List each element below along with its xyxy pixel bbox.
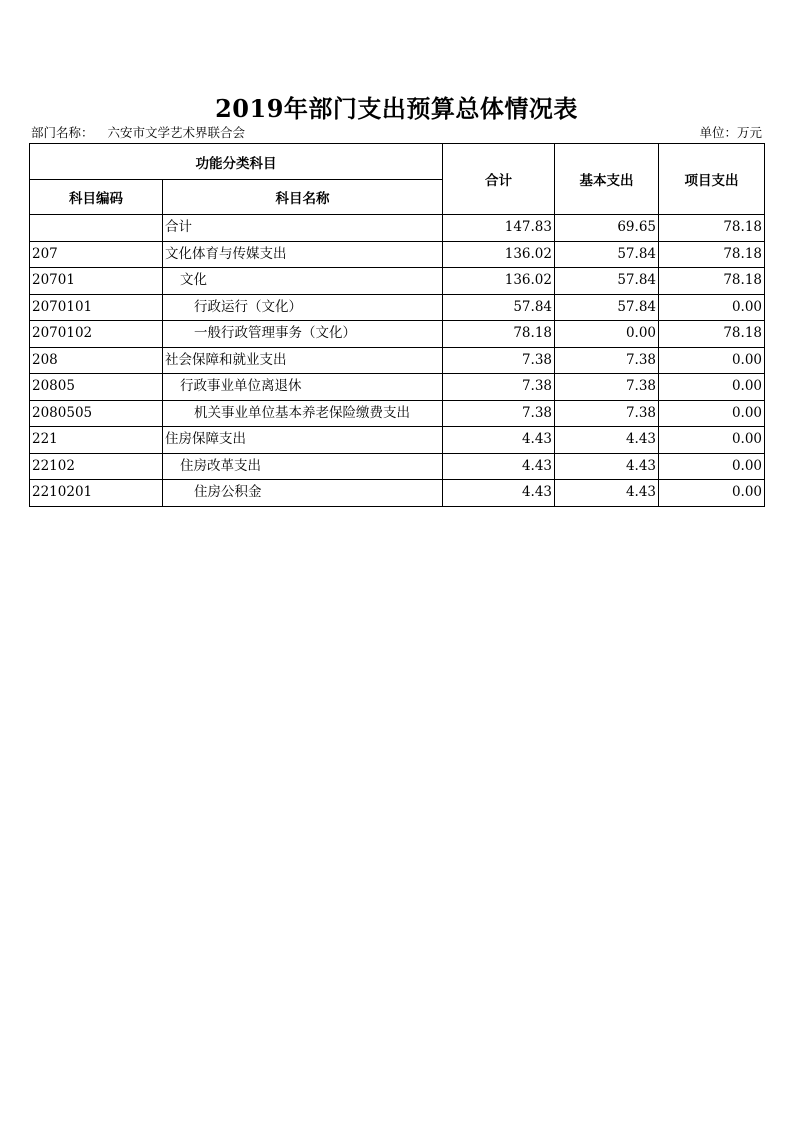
table-row <box>30 215 765 242</box>
subject-code-cell: 208 <box>30 347 163 374</box>
department-line <box>31 125 245 141</box>
basic-expenditure-cell: 69.65 <box>555 215 659 242</box>
unit-label: 单位：万元 <box>699 125 762 140</box>
subject-code-cell <box>30 215 163 242</box>
table-row <box>30 480 765 507</box>
subject-name-cell: 住房改革支出 <box>163 453 443 480</box>
table-row <box>30 453 765 480</box>
table-body <box>30 215 765 507</box>
project-expenditure-cell: 0.00 <box>659 294 765 321</box>
table-row <box>30 241 765 268</box>
subject-code-cell: 221 <box>30 427 163 454</box>
total-cell: 57.84 <box>443 294 555 321</box>
project-expenditure-cell: 0.00 <box>659 374 765 401</box>
header-subject-name: 科目名称 <box>163 180 443 215</box>
subject-name-cell: 一般行政管理事务（文化） <box>163 321 443 348</box>
header-project-expenditure: 项目支出 <box>659 144 765 215</box>
subject-code-cell: 20805 <box>30 374 163 401</box>
total-cell: 136.02 <box>443 241 555 268</box>
total-cell: 7.38 <box>443 400 555 427</box>
total-cell: 4.43 <box>443 427 555 454</box>
basic-expenditure-cell: 4.43 <box>555 427 659 454</box>
subject-code-cell: 2080505 <box>30 400 163 427</box>
total-cell: 7.38 <box>443 347 555 374</box>
basic-expenditure-cell: 7.38 <box>555 347 659 374</box>
subject-code-cell: 2070102 <box>30 321 163 348</box>
subject-code-cell: 207 <box>30 241 163 268</box>
table-row <box>30 321 765 348</box>
project-expenditure-cell: 0.00 <box>659 400 765 427</box>
subject-name-cell: 文化 <box>163 268 443 295</box>
budget-table <box>29 143 765 507</box>
total-cell: 78.18 <box>443 321 555 348</box>
department-label: 部门名称： <box>31 125 94 140</box>
subject-code-cell: 20701 <box>30 268 163 295</box>
table-row <box>30 400 765 427</box>
table-row <box>30 268 765 295</box>
total-cell: 7.38 <box>443 374 555 401</box>
subject-code-cell: 2070101 <box>30 294 163 321</box>
header-subject-code: 科目编码 <box>30 180 163 215</box>
subject-name-cell: 合计 <box>163 215 443 242</box>
subject-name-cell: 行政运行（文化） <box>163 294 443 321</box>
basic-expenditure-cell: 0.00 <box>555 321 659 348</box>
subject-name-cell: 住房公积金 <box>163 480 443 507</box>
project-expenditure-cell: 0.00 <box>659 427 765 454</box>
header-function-category: 功能分类科目 <box>30 144 443 180</box>
basic-expenditure-cell: 57.84 <box>555 294 659 321</box>
department-name: 六安市文学艺术界联合会 <box>107 125 246 140</box>
basic-expenditure-cell: 57.84 <box>555 241 659 268</box>
project-expenditure-cell: 0.00 <box>659 480 765 507</box>
basic-expenditure-cell: 57.84 <box>555 268 659 295</box>
page-title: 2019年部门支出预算总体情况表 <box>215 94 578 123</box>
header-total: 合计 <box>443 144 555 215</box>
table-header <box>30 144 765 215</box>
total-cell: 136.02 <box>443 268 555 295</box>
header-basic-expenditure: 基本支出 <box>555 144 659 215</box>
basic-expenditure-cell: 7.38 <box>555 400 659 427</box>
table-row <box>30 347 765 374</box>
subject-code-cell: 22102 <box>30 453 163 480</box>
project-expenditure-cell: 0.00 <box>659 453 765 480</box>
subject-name-cell: 文化体育与传媒支出 <box>163 241 443 268</box>
total-cell: 4.43 <box>443 453 555 480</box>
subject-name-cell: 社会保障和就业支出 <box>163 347 443 374</box>
subject-code-cell: 2210201 <box>30 480 163 507</box>
project-expenditure-cell: 78.18 <box>659 215 765 242</box>
total-cell: 147.83 <box>443 215 555 242</box>
project-expenditure-cell: 0.00 <box>659 347 765 374</box>
table-row <box>30 374 765 401</box>
basic-expenditure-cell: 7.38 <box>555 374 659 401</box>
total-cell: 4.43 <box>443 480 555 507</box>
subject-name-cell: 行政事业单位离退休 <box>163 374 443 401</box>
table-row <box>30 294 765 321</box>
basic-expenditure-cell: 4.43 <box>555 480 659 507</box>
project-expenditure-cell: 78.18 <box>659 321 765 348</box>
subject-name-cell: 机关事业单位基本养老保险缴费支出 <box>163 400 443 427</box>
project-expenditure-cell: 78.18 <box>659 241 765 268</box>
subject-name-cell: 住房保障支出 <box>163 427 443 454</box>
table-row <box>30 427 765 454</box>
project-expenditure-cell: 78.18 <box>659 268 765 295</box>
basic-expenditure-cell: 4.43 <box>555 453 659 480</box>
